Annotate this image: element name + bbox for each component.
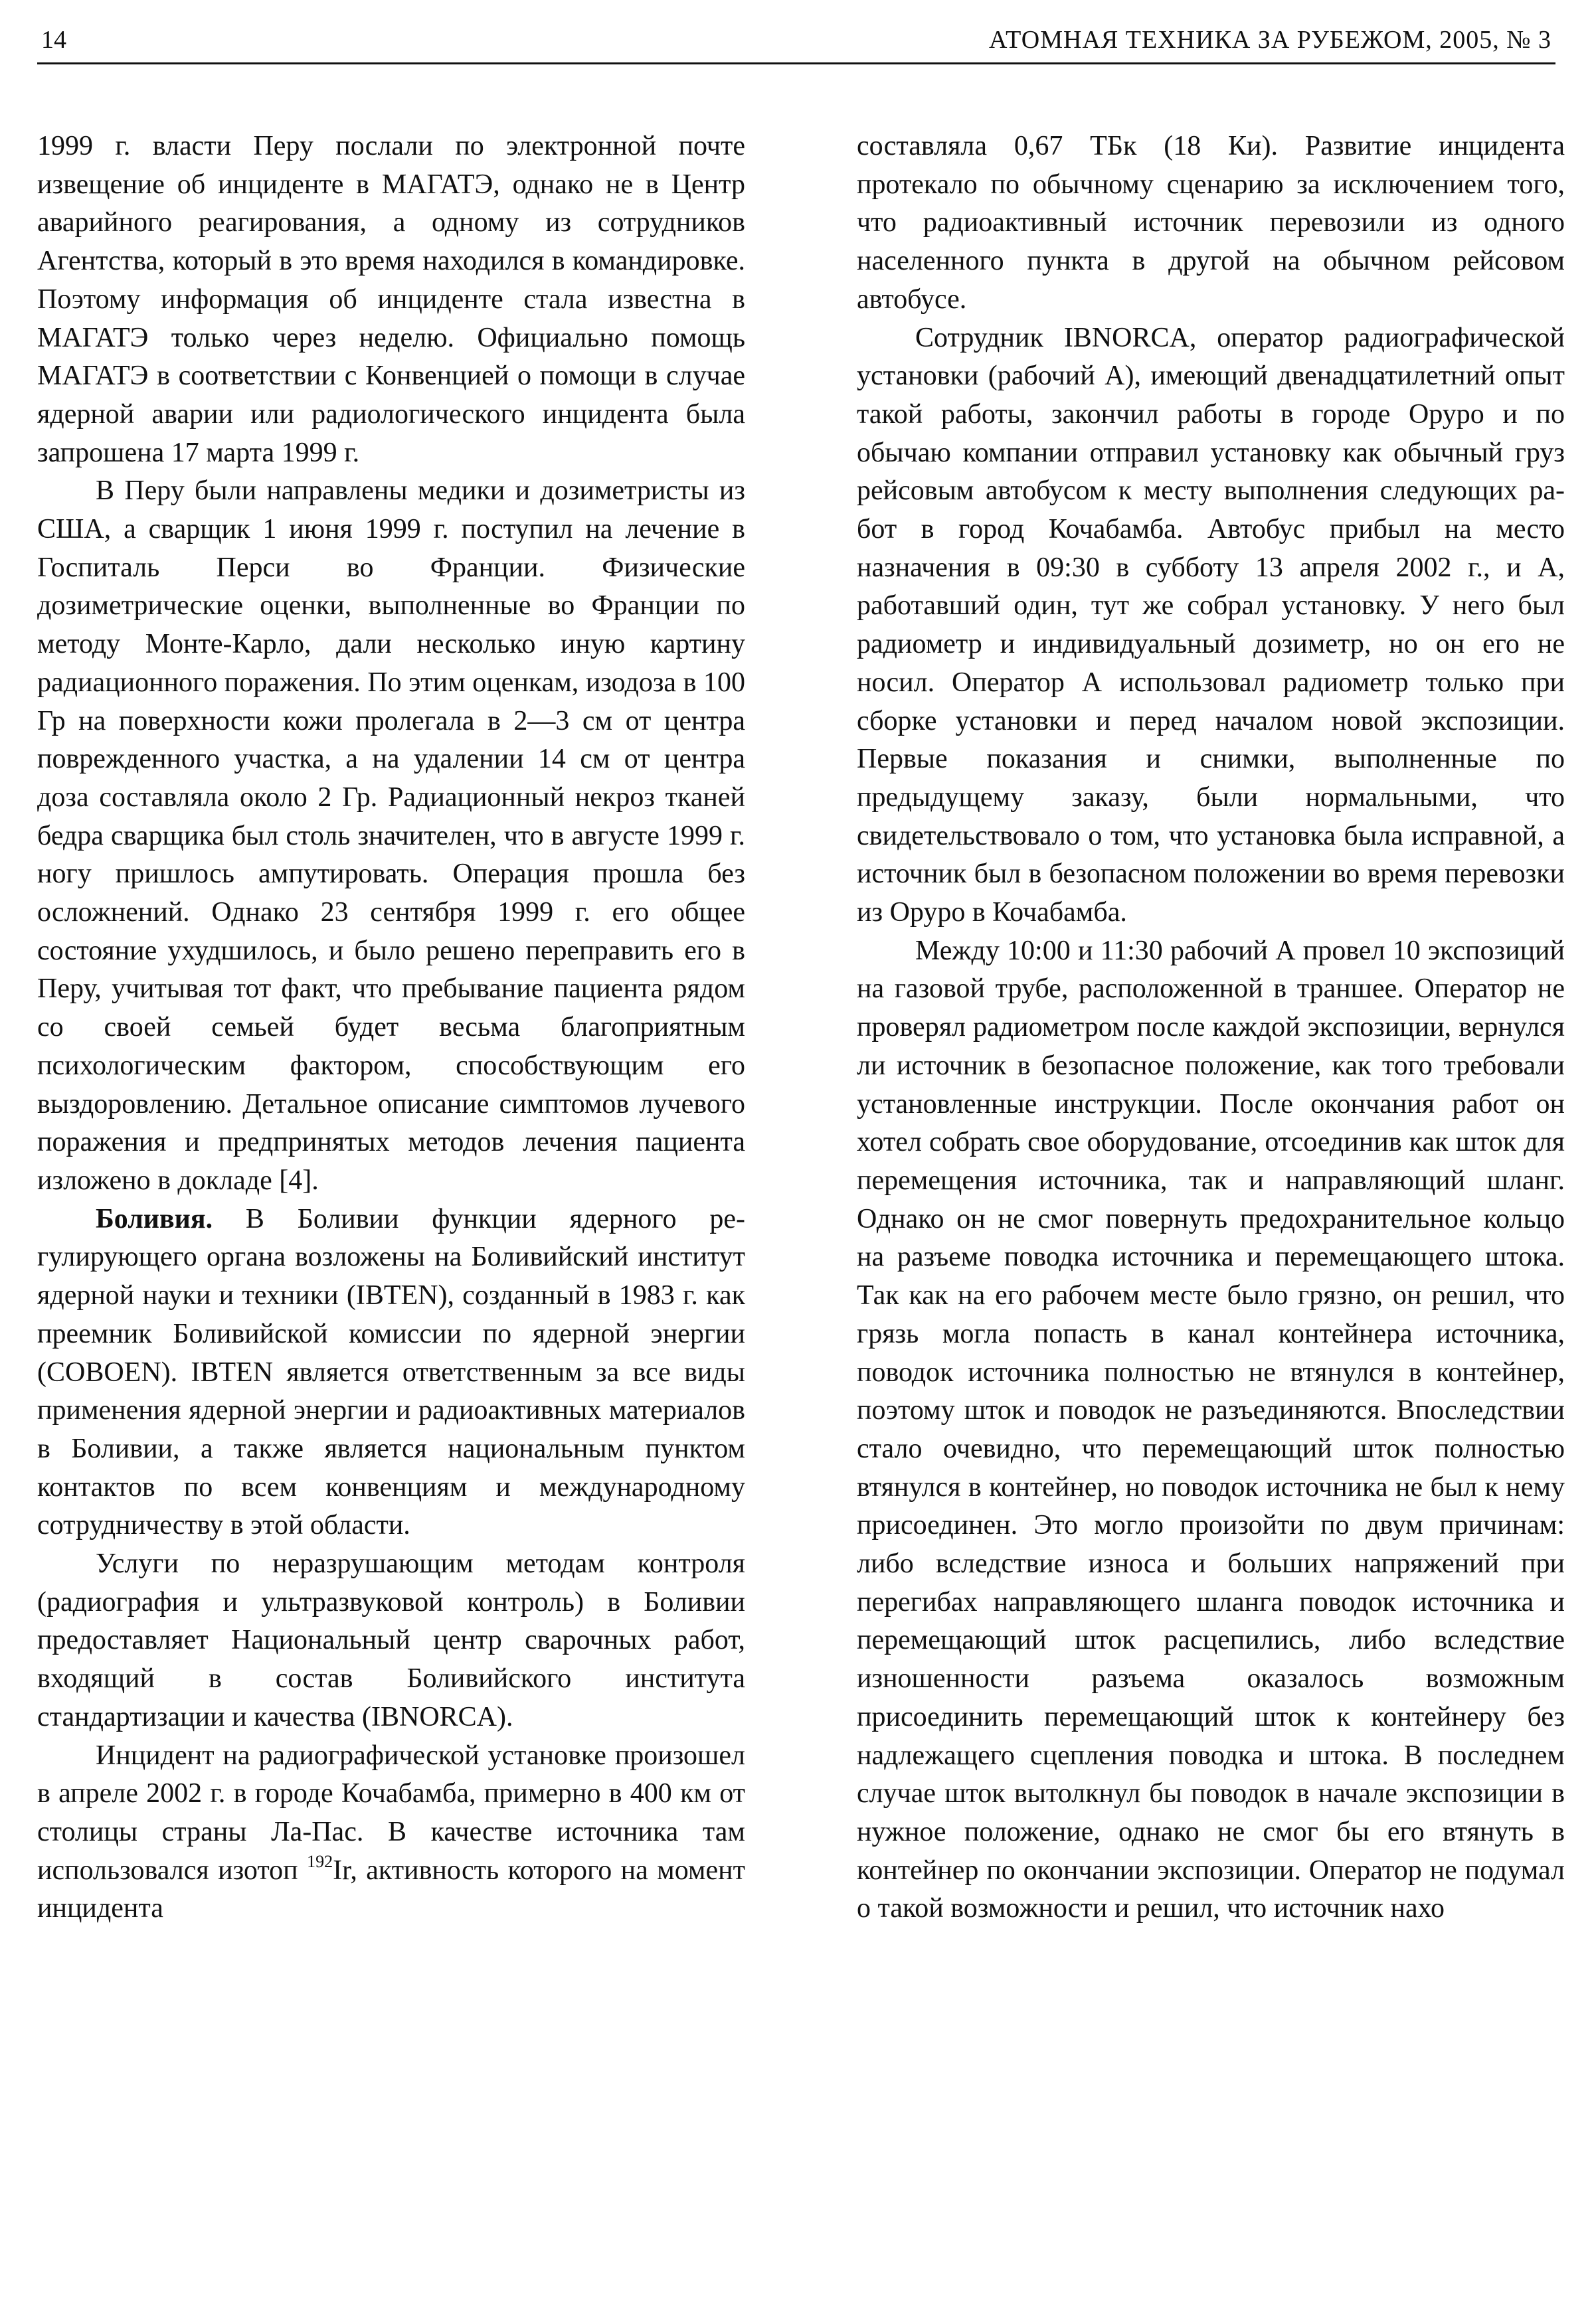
paragraph: составляла 0,67 ТБк (18 Ки). Развитие инцидента протекало по обычному сценарию за исключением того, что радиоактивный источник перевозили из одного населенного пункта в другой на обычном рейсовом автобусе. (857, 131, 1565, 315)
paragraph: В Перу были направлены медики и дозиметристы из США, а сварщик 1 июня 1999 г. поступил на лечение в Госпиталь Перси во Франции. Физические дозиметрические оценки, выполненные во Франции по методу Монте-Карло, дали несколько иную картину радиационного поражения. По этим оценкам, изодоза в 100 Гр на поверхности кожи пролегала в 2—3 см от центра поврежденного участка, а на удалении 14 см от центра доза составляла около 2 Гр. Радиационный некроз тканей бедра сварщика был столь значителен, что в августе 1999 г. ногу пришлось ампутировать. Операция прошла без осложнений. Однако 23 сентября 1999 г. его общее состояние ухудшилось, и было решено переправить его в Перу, учитывая тот факт, что пребывание пациента рядом со своей семьей будет весьма благоприятным психологическим фактором, способствующим его выздоровлению. Детальное описание симптомов лучевого поражения и предпринятых методов лечения пациента изложено в докладе [4]. (37, 475, 745, 1196)
paragraph: Между 10:00 и 11:30 рабочий А провел 10 экспозиций на газовой трубе, расположенной в траншее. Оператор не проверял радиометром после каждой экспозиции, вернулся ли источник в безопасное положение, как того требовали установленные инструкции. После окончания работ он хотел собрать свое оборудование, отсоединив как шток для перемещения источника, так и направляющий шланг. Однако он не смог повернуть предохранительное кольцо на разъеме поводка источника и перемещающего штока. Так как на его рабочем месте было грязно, он решил, что грязь могла попасть в канал контейнера источника, поводок источника полностью не втянулся в контейнер, поэтому шток и поводок не разъединяются. Впоследствии стало очевидно, что перемещающий шток полностью втянулся в контейнер, но поводок источника не был к нему присоединен. Это могло произойти по двум причинам: либо вследствие износа и больших напряжений при перегибах направляющего шланга поводок источника и перемещающий шток расцепились, либо вследствие изношенности разъема оказалось возможным присоединить перемещающий шток к контейнеру без надлежащего сцепления поводка и штока. В последнем случае шток вытолкнул бы поводок в начале экспозиции в нужное положение, однако не смог бы его втянуть в контейнер по окончании экспозиции. Оператор не подумал о такой возможности и решил, что источник нахо (857, 935, 1565, 1924)
isotope-superscript: 192 (307, 1851, 333, 1871)
journal-title: АТОМНАЯ ТЕХНИКА ЗА РУБЕЖОМ, 2005, № 3 (988, 26, 1551, 54)
paragraph: Услуги по неразрушающим методам контроля (радиография и ультразвуковой контроль) в Боливии предоставляет Национальный центр сварочных работ, входящий в состав Боливийского института стандартизации и качества (IBNORCA). (37, 1548, 745, 1732)
header-rule (37, 62, 1555, 64)
section-subhead: Боливия. (96, 1203, 213, 1234)
paragraph-text: В Боливии функции ядерного регулирующего органа возложены на Боливийский институт ядерной науки и техники (IBTEN), созданный в 1983 г. как преемник Боливийской комиссии по ядерной энергии (COBOEN). IBTEN является ответственным за все виды применения ядерной энергии и радиоактивных материалов в Боливии, а также является национальным пунктом контактов по всем конвенциям и международному сотрудничеству в этой области. (37, 1203, 745, 1541)
paragraph-bolivia (37, 1201, 745, 1545)
paragraph-text: Инцидент на радиографической установке произошел в апреле 2002 г. в городе Кочабамба, примерно в 400 км от столицы страны Ла-Пас. В качестве источника там использовался изотоп (37, 1740, 745, 1886)
left-column (37, 127, 745, 1928)
paragraph-text: Ir, активность которого на момент инцидента (37, 1855, 745, 1924)
paragraph (37, 1737, 745, 1929)
right-column (857, 127, 1565, 1928)
paragraph: 1999 г. власти Перу послали по электронной почте извещение об инциденте в МАГАТЭ, однако не в Центр аварийного реагирования, а одному из сотрудников Агентства, который в это время находился в командировке. Поэтому информация об инциденте стала известна в МАГАТЭ только через неделю. Официально помощь МАГАТЭ в соответствии с Конвенцией о помощи в случае ядерной аварии или радиологического инцидента была запрошена 17 марта 1999 г. (37, 131, 745, 468)
paragraph: Сотрудник IBNORCA, оператор радиографической установки (рабочий А), имеющий двенадцатилетний опыт такой работы, закончил работы в городе Оруро и по обычаю компании отправил установку как обычный груз рейсовым автобусом к месту выполнения следующих работ в город Кочабамба. Автобус прибыл на место назначения в 09:30 в субботу 13 апреля 2002 г., и А, работавший один, тут же собрал установку. У него был радиометр и индивидуальный дозиметр, но он его не носил. Оператор А использовал радиометр только при сборке установки и перед началом новой экспозиции. Первые показания и снимки, выполненные по предыдущему заказу, были нормальными, что свидетельствовало о том, что установка была исправной, а источник был в безопасном положении во время перевозки из Оруро в Кочабамба. (857, 322, 1565, 928)
page-number: 14 (41, 26, 66, 54)
